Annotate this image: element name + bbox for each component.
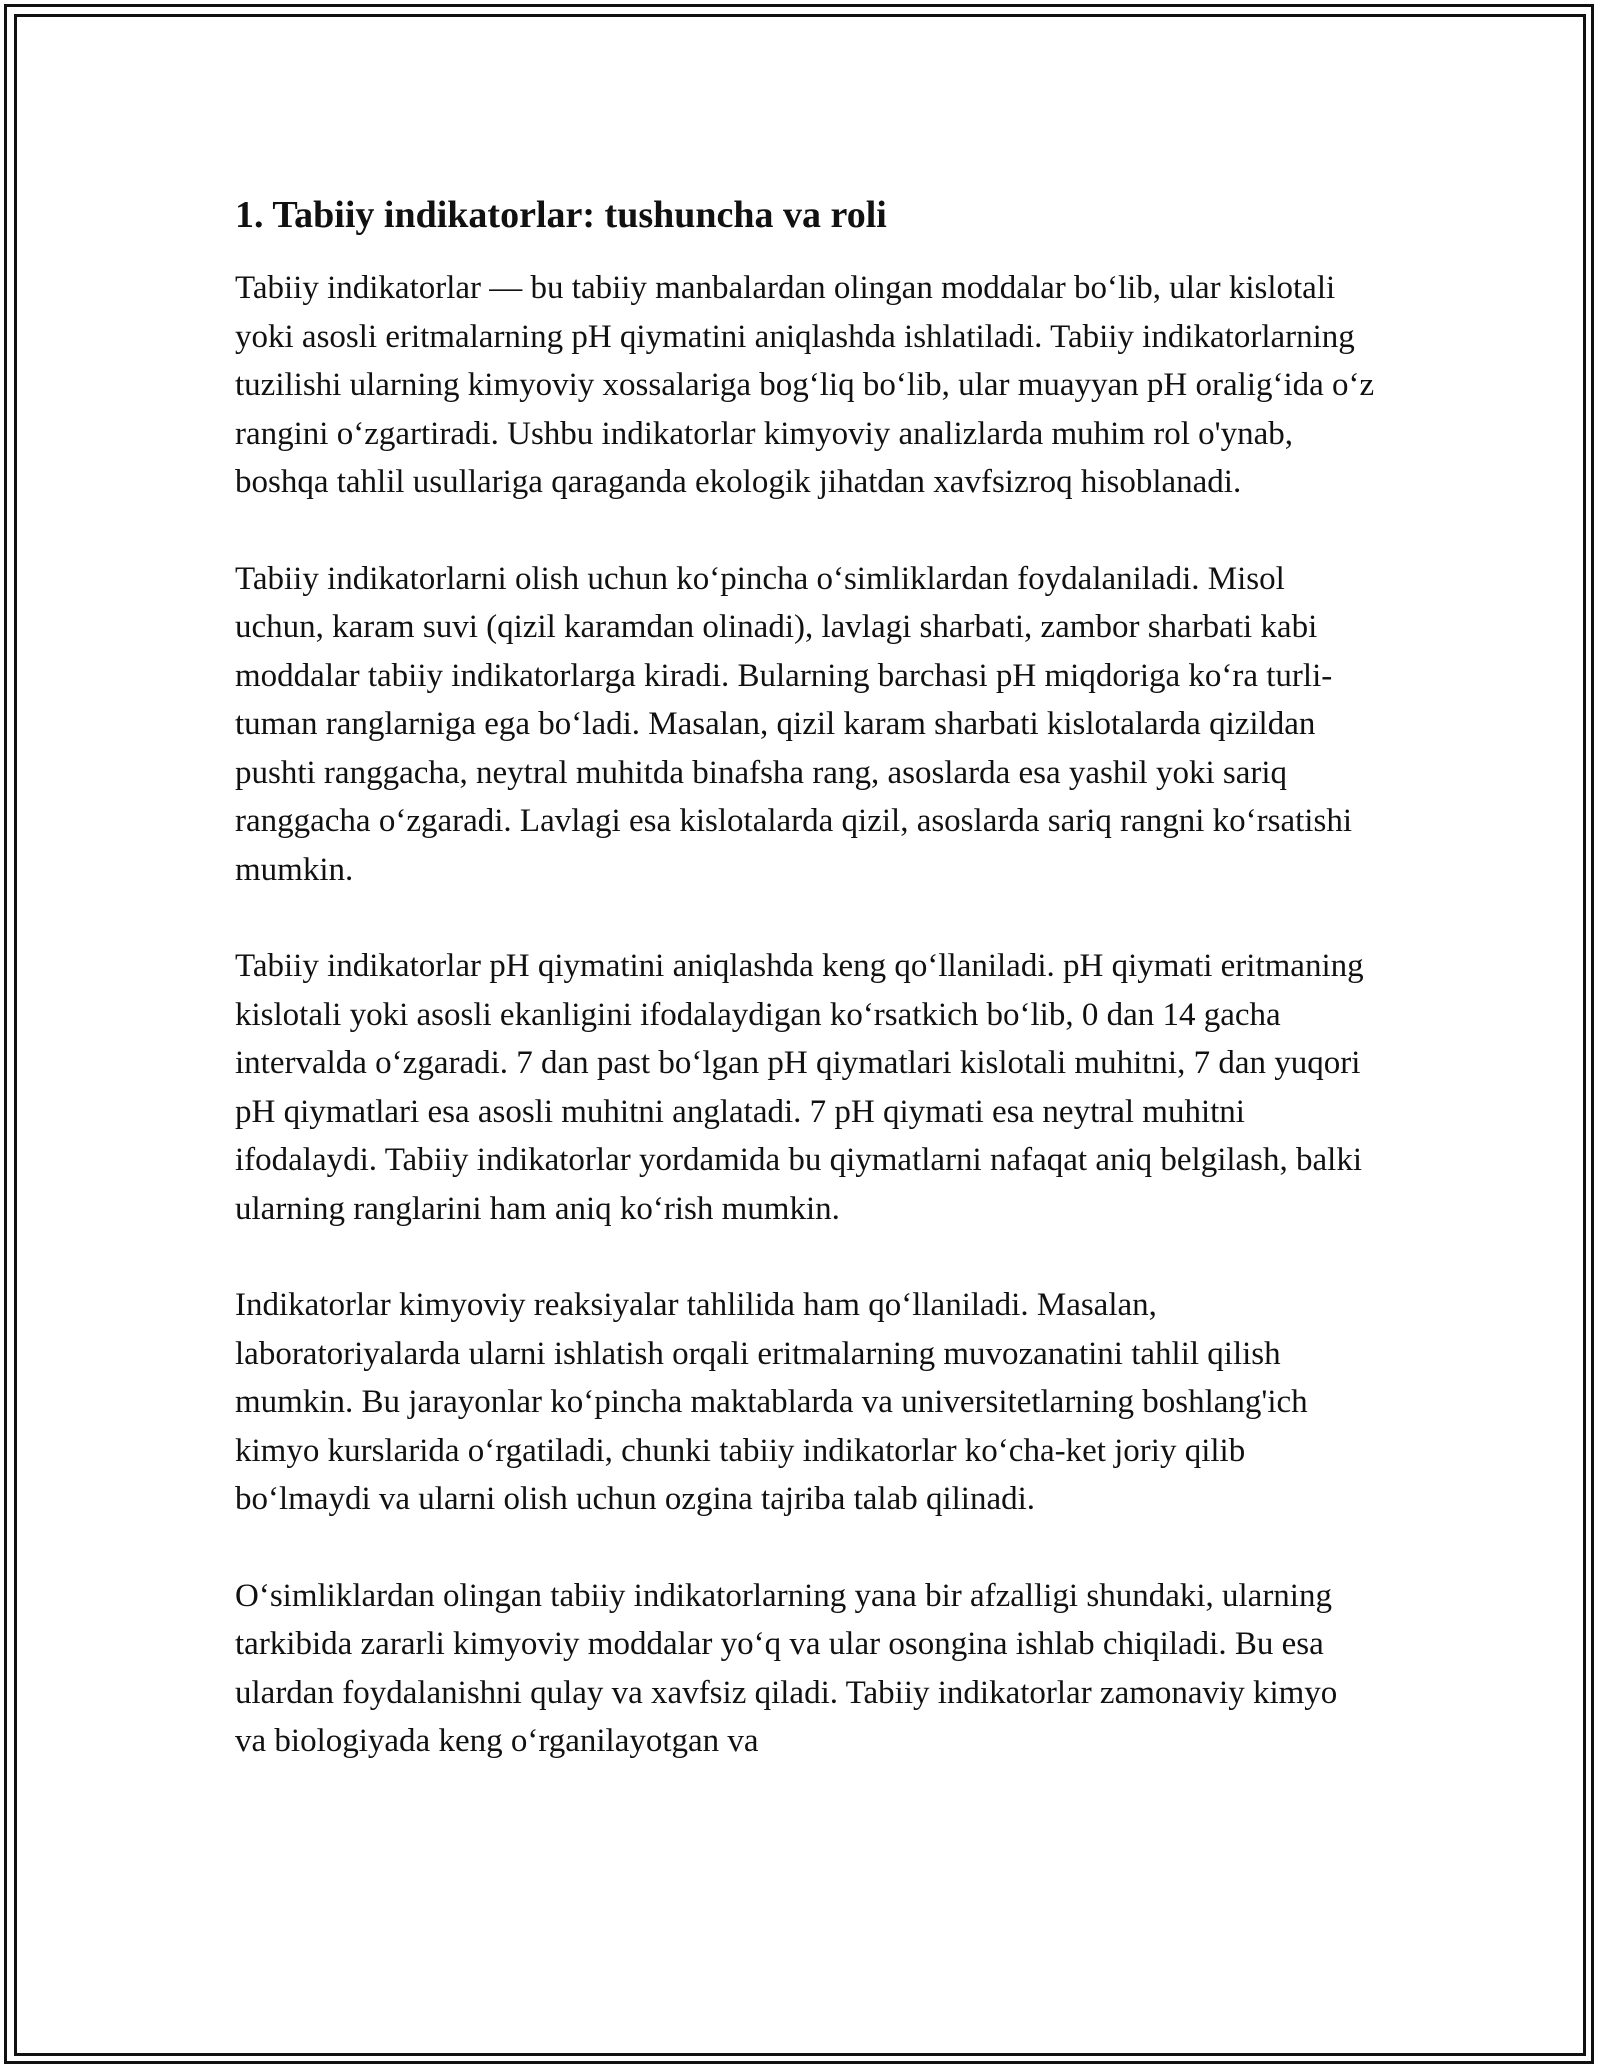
section-heading: 1. Tabiiy indikatorlar: tushuncha va roli	[235, 194, 887, 236]
paragraph-plant-sources: Tabiiy indikatorlarni olish uchun ko‘pincha o‘simliklardan foydalaniladi. Misol uchun, karam suvi (qizil karamdan olinadi), lavlagi sharbati, zambor sharbati kabi moddalar tabiiy indikatorlarga kiradi. Bularning barchasi pH miqdoriga ko‘ra turli-tuman ranglarniga ega bo‘ladi. Masalan, qizil karam sharbati kislotalarda qizildan pushti ranggacha, neytral muhitda binafsha rang, asoslarda esa yashil yoki sariq ranggacha o‘zgaradi. Lavlagi esa kislotalarda qizil, asoslarda sariq rangni ko‘rsatishi mumkin.	[235, 560, 1352, 888]
paragraph-lab-use: Indikatorlar kimyoviy reaksiyalar tahlilida ham qo‘llaniladi. Masalan, laboratoriyalarda ularni ishlatish orqali eritmalarning muvozanatini tahlil qilish mumkin. Bu jarayonlar ko‘pincha maktablarda va universitetlarning boshlang'ich kimyo kurslarida o‘rgatiladi, chunki tabiiy indikatorlar ko‘cha-ket joriy qilib bo‘lmaydi va ularni olish uchun ozgina tajriba talab qilinadi.	[235, 1287, 1308, 1517]
paragraph-advantages: O‘simliklardan olingan tabiiy indikatorlarning yana bir afzalligi shundaki, ularning tarkibida zararli kimyoviy moddalar yo‘q va ular osongina ishlab chiqiladi. Bu esa ulardan foydalanishni qulay va xavfsiz qiladi. Tabiiy indikatorlar zamonaviy kimyo va biologiyada keng o‘rganilayotgan va	[235, 1577, 1338, 1759]
document-body	[235, 190, 1375, 1814]
paragraph-ph-values: Tabiiy indikatorlar pH qiymatini aniqlashda keng qo‘llaniladi. pH qiymati eritmaning kislotali yoki asosli ekanligini ifodalaydigan ko‘rsatkich bo‘lib, 0 dan 14 gacha intervalda o‘zgaradi. 7 dan past bo‘lgan pH qiymatlari kislotali muhitni, 7 dan yuqori pH qiymatlari esa asosli muhitni anglatadi. 7 pH qiymati esa neytral muhitni ifodalaydi. Tabiiy indikatorlar yordamida bu qiymatlarni nafaqat aniq belgilash, balki ularning ranglarini ham aniq ko‘rish mumkin.	[235, 948, 1364, 1227]
paragraph-definition: Tabiiy indikatorlar — bu tabiiy manbalardan olingan moddalar bo‘lib, ular kislotali yoki asosli eritmalarning pH qiymatini aniqlashda ishlatiladi. Tabiiy indikatorlarning tuzilishi ularning kimyoviy xossalariga bog‘liq bo‘lib, ular muayyan pH oralig‘ida o‘z rangini o‘zgartiradi. Ushbu indikatorlar kimyoviy analizlarda muhim rol o'ynab, boshqa tahlil usullariga qaraganda ekologik jihatdan xavfsizroq hisoblanadi.	[235, 270, 1375, 500]
